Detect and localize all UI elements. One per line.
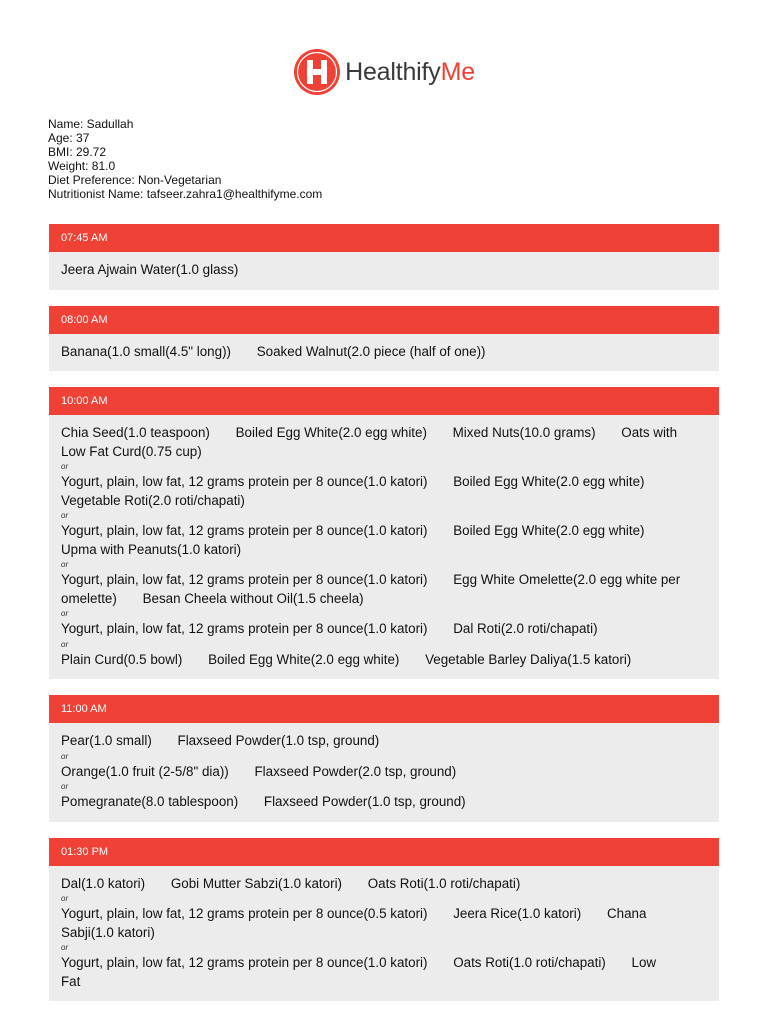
- food-item: Orange(1.0 fruit (2-5/8" dia)): [61, 763, 229, 779]
- food-item: Besan Cheela without Oil(1.5 cheela): [142, 590, 364, 606]
- food-item: Flaxseed Powder(1.0 tsp, ground): [263, 794, 466, 809]
- meal-time-header: 01:30 PM: [49, 838, 719, 866]
- meal-options: [49, 252, 719, 290]
- meal-time-header: 07:45 AM: [49, 224, 719, 252]
- meal-option: [61, 473, 701, 510]
- or-separator: or: [61, 462, 69, 471]
- meal-option: [61, 571, 701, 608]
- meal-section: [49, 838, 719, 1002]
- meal-option: [61, 875, 701, 894]
- profile-age: Age: 37: [48, 130, 90, 145]
- food-item: Jeera Ajwain Water(1.0 glass): [61, 262, 239, 277]
- profile-diet-preference: Diet Preference: Non-Vegetarian: [48, 172, 222, 187]
- meal-option: [61, 261, 701, 280]
- food-item: Boiled Egg White(2.0 egg white): [453, 523, 645, 538]
- profile-weight: Weight: 81.0: [48, 158, 116, 173]
- food-item: Yogurt, plain, low fat, 12 grams protein per 8 ounce(1.0 katori): [61, 474, 428, 489]
- food-item: Yogurt, plain, low fat, 12 grams protein per 8 ounce(1.0 katori): [61, 572, 428, 587]
- food-item: Oats Roti(1.0 roti/chapati): [367, 875, 521, 891]
- food-item: Low Fat: [61, 955, 657, 989]
- food-item: Oats with Low Fat Curd(0.75 cup): [61, 425, 678, 459]
- or-separator: or: [61, 943, 69, 952]
- food-item: Pomegranate(8.0 tablespoon): [61, 794, 239, 809]
- food-item: Dal(1.0 katori): [61, 875, 146, 891]
- food-item: Yogurt, plain, low fat, 12 grams protein per 8 ounce(1.0 katori): [61, 523, 428, 538]
- food-item: Vegetable Barley Daliya(1.5 katori): [425, 651, 632, 667]
- meal-options: [49, 334, 719, 372]
- meal-options: [49, 415, 719, 679]
- meal-section: [49, 306, 719, 372]
- meal-section: [49, 224, 719, 290]
- meal-options: [49, 866, 719, 1002]
- healthifyme-h-logo-icon: [293, 48, 341, 96]
- food-item: Yogurt, plain, low fat, 12 grams protein per 8 ounce(0.5 katori): [61, 906, 428, 921]
- food-item: Chia Seed(1.0 teaspoon): [61, 425, 210, 440]
- food-item: Yogurt, plain, low fat, 12 grams protein per 8 ounce(1.0 katori): [61, 955, 428, 970]
- food-item: Oats Roti(1.0 roti/chapati): [453, 955, 606, 970]
- profile-bmi: BMI: 29.72: [48, 144, 107, 159]
- food-item: Pear(1.0 small): [61, 733, 152, 748]
- food-item: Gobi Mutter Sabzi(1.0 katori): [170, 875, 342, 891]
- meal-option: [61, 620, 701, 639]
- meal-option: [61, 793, 701, 812]
- profile-info: [48, 118, 322, 201]
- brand-name-part1: Healthify: [345, 58, 441, 86]
- food-item: Dal Roti(2.0 roti/chapati): [453, 621, 598, 636]
- food-item: Boiled Egg White(2.0 egg white): [453, 474, 645, 489]
- food-item: Egg White Omelette(2.0 egg white per omelette): [61, 572, 681, 606]
- meal-option: [61, 954, 701, 991]
- meal-option: [61, 763, 701, 782]
- meal-section: [49, 695, 719, 822]
- or-separator: or: [61, 751, 69, 761]
- profile-nutritionist: Nutritionist Name: tafseer.zahra1@healthifyme.com: [48, 186, 323, 201]
- food-item: Chana Sabji(1.0 katori): [61, 906, 647, 940]
- meal-option: [61, 905, 701, 942]
- meal-plan: [49, 224, 719, 1017]
- or-separator: or: [61, 894, 69, 903]
- meal-option: [61, 522, 701, 559]
- or-separator: or: [61, 511, 69, 520]
- meal-option: [61, 424, 701, 461]
- food-item: Banana(1.0 small(4.5" long)): [61, 343, 231, 359]
- meal-option: [61, 651, 701, 670]
- brand-name-part2: Me: [440, 58, 475, 86]
- food-item: Flaxseed Powder(1.0 tsp, ground): [177, 733, 380, 748]
- food-item: Boiled Egg White(2.0 egg white): [208, 651, 400, 667]
- food-item: Flaxseed Powder(2.0 tsp, ground): [254, 763, 457, 779]
- food-item: Vegetable Roti(2.0 roti/chapati): [61, 492, 245, 508]
- meal-time-header: 08:00 AM: [49, 306, 719, 334]
- food-item: Mixed Nuts(10.0 grams): [452, 425, 596, 440]
- food-item: Yogurt, plain, low fat, 12 grams protein per 8 ounce(1.0 katori): [61, 621, 428, 636]
- food-item: Jeera Rice(1.0 katori): [453, 906, 582, 921]
- food-item: Plain Curd(0.5 bowl): [61, 651, 183, 667]
- profile-name: Name: Sadullah: [48, 117, 134, 131]
- or-separator: or: [61, 639, 69, 649]
- healthifyme-logo: [0, 48, 768, 96]
- or-separator: or: [61, 609, 69, 618]
- meal-options: [49, 723, 719, 822]
- meal-option: [61, 732, 701, 751]
- food-item: Upma with Peanuts(1.0 katori): [61, 541, 242, 557]
- meal-time-header: 10:00 AM: [49, 387, 719, 415]
- meal-time-header: 11:00 AM: [49, 695, 719, 723]
- meal-option: [61, 343, 701, 362]
- brand-name: [345, 48, 475, 96]
- food-item: Boiled Egg White(2.0 egg white): [235, 425, 427, 440]
- food-item: Soaked Walnut(2.0 piece (half of one)): [256, 343, 486, 359]
- or-separator: or: [61, 560, 69, 569]
- or-separator: or: [61, 782, 69, 791]
- meal-section: [49, 387, 719, 679]
